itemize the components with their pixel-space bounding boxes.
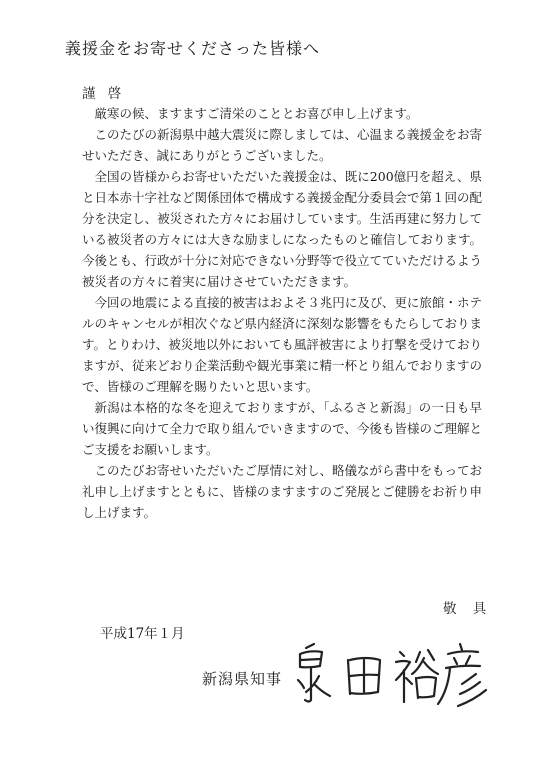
paragraph-greeting: 厳寒の候、ますますご清栄のこととお喜び申し上げます。 [94,106,419,121]
paragraph-recovery: 新潟は本格的な冬を迎えておりますが、「ふるさと新潟」の一日も早い復興に向けて全力で取り組んでいきますので、今後も皆様のご理解とご支援をお願いします。 [82,400,482,457]
paragraph-closing-wishes: このたびお寄せいただいたご厚情に対し、略儀ながら書中をもってお礼申し上げますとともに、皆様のますますのご発展とご健勝をお祈り申し上げます。 [82,463,483,520]
paragraph-thanks: このたびの新潟県中越大震災に際しましては、心温まる義援金をお寄せいただき、誠にありがとうございました。 [82,127,483,163]
salutation: 謹 啓 [82,86,126,102]
paragraph-donation-report: 全国の皆様からお寄せいただいた義援金は、既に200億円を超え、県と日本赤十字社など関係団体で構成する義援金配分委員会で第１回の配分を決定し、被災された方々にお届けしています。生活再建に努力している被災者の方々には大きな励ましになったものと確信しております。今後とも、行政が十分に対応できない分野等で役立てていただけるよう被災者の方々に着実に届けさせていただきます。 [82,169,483,289]
letter-body [82,103,482,523]
handwritten-signature [292,640,497,710]
paragraph-damage-report: 今回の地震による直接的被害はおよそ３兆円に及び、更に旅館・ホテルのキャンセルが相次ぐなど県内経済に深刻な影響をもたらしております。とりわけ、被災地以外においても風評被害により打撃を受けておりますが、従来どおり企業活動や観光事業に精一杯とり組んでおりますので、皆様のご理解を賜りたいと思います。 [82,295,483,394]
letter-date: 平成17年１月 [100,626,185,642]
closing-phrase: 敬 具 [443,601,493,617]
letter-title: 義援金をお寄せくださった皆様へ [65,39,321,58]
sender-title: 新潟県知事 [202,670,283,688]
